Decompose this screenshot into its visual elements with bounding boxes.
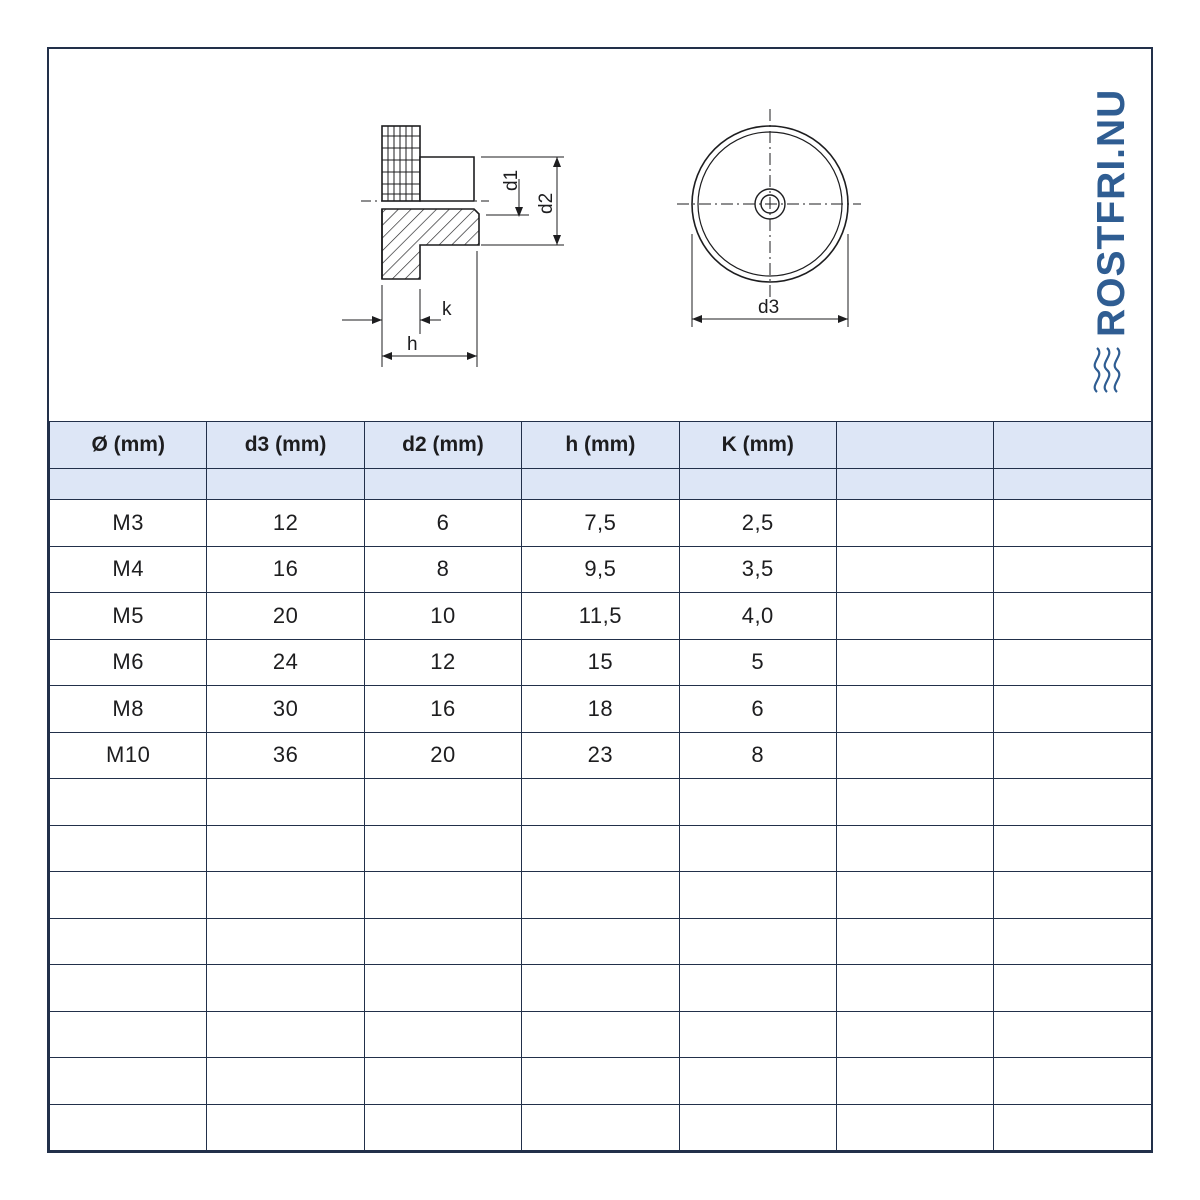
- table-cell: [836, 593, 993, 640]
- table-row: [50, 918, 1152, 965]
- table-cell: [207, 825, 364, 872]
- table-cell: [836, 779, 993, 826]
- table-row: [50, 546, 1152, 593]
- table-cell: [50, 1058, 207, 1105]
- table-cell: [836, 825, 993, 872]
- table-cell: [836, 546, 993, 593]
- column-header: d3 (mm): [207, 422, 364, 469]
- table-cell: [836, 500, 993, 547]
- table-cell: [836, 872, 993, 919]
- table-cell: 9,5: [522, 546, 679, 593]
- table-cell: M4: [50, 546, 207, 593]
- table-cell: [364, 965, 521, 1012]
- label-d2: d2: [536, 192, 557, 214]
- table-cell: 4,0: [679, 593, 836, 640]
- table-cell: M10: [50, 732, 207, 779]
- table-cell: [207, 918, 364, 965]
- table-cell: M8: [50, 686, 207, 733]
- table-cell: 16: [364, 686, 521, 733]
- table-cell: [364, 1011, 521, 1058]
- table-cell: [207, 1058, 364, 1105]
- table-row: [50, 825, 1152, 872]
- table-cell: 18: [522, 686, 679, 733]
- column-header: K (mm): [679, 422, 836, 469]
- table-cell: [836, 686, 993, 733]
- table-row: [50, 1011, 1152, 1058]
- logo-text: ROSTFRI.NU: [1090, 88, 1133, 337]
- table-cell: [994, 1011, 1151, 1058]
- table-cell: [50, 825, 207, 872]
- table-cell: [364, 825, 521, 872]
- table-cell: 30: [207, 686, 364, 733]
- table-row: [50, 965, 1152, 1012]
- table-cell: [50, 872, 207, 919]
- table-cell: M3: [50, 500, 207, 547]
- table-cell: 6: [679, 686, 836, 733]
- table-cell: [364, 872, 521, 919]
- table-cell: [836, 1104, 993, 1151]
- table-cell: 5: [679, 639, 836, 686]
- table-cell: [679, 779, 836, 826]
- table-row: [50, 639, 1152, 686]
- table-cell: [207, 1104, 364, 1151]
- table-cell: [50, 1104, 207, 1151]
- table-cell: [994, 500, 1151, 547]
- table-cell: 6: [364, 500, 521, 547]
- table-cell: [522, 1011, 679, 1058]
- table-cell: [679, 872, 836, 919]
- logo-mark: [1079, 87, 1139, 407]
- table-cell: 12: [364, 639, 521, 686]
- table-cell: M6: [50, 639, 207, 686]
- table-cell: [994, 639, 1151, 686]
- table-cell: [836, 732, 993, 779]
- table-cell: [522, 872, 679, 919]
- table-cell: [679, 918, 836, 965]
- table-cell: [522, 1104, 679, 1151]
- table-cell: 16: [207, 546, 364, 593]
- dimensions-table: [49, 421, 1152, 1151]
- table-cell: [207, 779, 364, 826]
- table-cell: [994, 686, 1151, 733]
- table-cell: 15: [522, 639, 679, 686]
- table-cell: [522, 918, 679, 965]
- table-cell: [50, 779, 207, 826]
- table-row: [50, 732, 1152, 779]
- table-cell: [836, 965, 993, 1012]
- technical-drawing: [49, 49, 1151, 421]
- table-cell: 8: [679, 732, 836, 779]
- table-row: [50, 779, 1152, 826]
- side-view: [342, 126, 564, 367]
- rostfri-logo: [1079, 87, 1139, 407]
- front-view: [677, 109, 861, 327]
- table-cell: 20: [364, 732, 521, 779]
- column-header: d2 (mm): [364, 422, 521, 469]
- table-cell: [364, 918, 521, 965]
- table-cell: [50, 965, 207, 1012]
- table-row: [50, 1104, 1152, 1151]
- table-cell: 2,5: [679, 500, 836, 547]
- table-cell: [994, 732, 1151, 779]
- table-row: [50, 593, 1152, 640]
- table-cell: [836, 639, 993, 686]
- table-cell: [522, 825, 679, 872]
- table-row: [50, 872, 1152, 919]
- table-cell: 8: [364, 546, 521, 593]
- column-header: h (mm): [522, 422, 679, 469]
- table-cell: [207, 1011, 364, 1058]
- table-cell: 7,5: [522, 500, 679, 547]
- table-cell: 24: [207, 639, 364, 686]
- table-cell: 23: [522, 732, 679, 779]
- table-cell: [207, 965, 364, 1012]
- table-cell: [836, 1011, 993, 1058]
- table-cell: 11,5: [522, 593, 679, 640]
- table-cell: [364, 1104, 521, 1151]
- column-header: [994, 422, 1151, 469]
- table-cell: [364, 1058, 521, 1105]
- wave-icon: [1095, 348, 1120, 392]
- table-header-row: [50, 422, 1152, 469]
- table-cell: [364, 779, 521, 826]
- knurled-nut-drawing: [49, 49, 1151, 421]
- label-k: k: [442, 299, 452, 320]
- table-cell: [50, 1011, 207, 1058]
- table-cell: M5: [50, 593, 207, 640]
- column-header: [836, 422, 993, 469]
- table-row: [50, 500, 1152, 547]
- table-cell: [522, 1058, 679, 1105]
- table-cell: 12: [207, 500, 364, 547]
- table-cell: [994, 825, 1151, 872]
- table-cell: [994, 918, 1151, 965]
- table-cell: [836, 1058, 993, 1105]
- table-cell: [679, 1058, 836, 1105]
- table-cell: [994, 779, 1151, 826]
- table-cell: [679, 1104, 836, 1151]
- spec-sheet: [47, 47, 1153, 1153]
- table-cell: [522, 779, 679, 826]
- table-cell: 36: [207, 732, 364, 779]
- table-cell: [994, 965, 1151, 1012]
- table-cell: [836, 918, 993, 965]
- label-d3: d3: [758, 297, 780, 318]
- table-cell: [994, 1104, 1151, 1151]
- subheader-row: [50, 469, 1152, 500]
- table-cell: 3,5: [679, 546, 836, 593]
- table-cell: [994, 1058, 1151, 1105]
- table-cell: [50, 918, 207, 965]
- table-row: [50, 1058, 1152, 1105]
- table-cell: [679, 825, 836, 872]
- table-cell: [679, 1011, 836, 1058]
- table-cell: [994, 546, 1151, 593]
- table-cell: [522, 965, 679, 1012]
- label-d1: d1: [501, 169, 522, 191]
- table-cell: [994, 872, 1151, 919]
- column-header: Ø (mm): [50, 422, 207, 469]
- label-h: h: [407, 334, 418, 355]
- table-cell: 10: [364, 593, 521, 640]
- table-cell: [994, 593, 1151, 640]
- table-cell: 20: [207, 593, 364, 640]
- table-cell: [679, 965, 836, 1012]
- table-row: [50, 686, 1152, 733]
- table-cell: [207, 872, 364, 919]
